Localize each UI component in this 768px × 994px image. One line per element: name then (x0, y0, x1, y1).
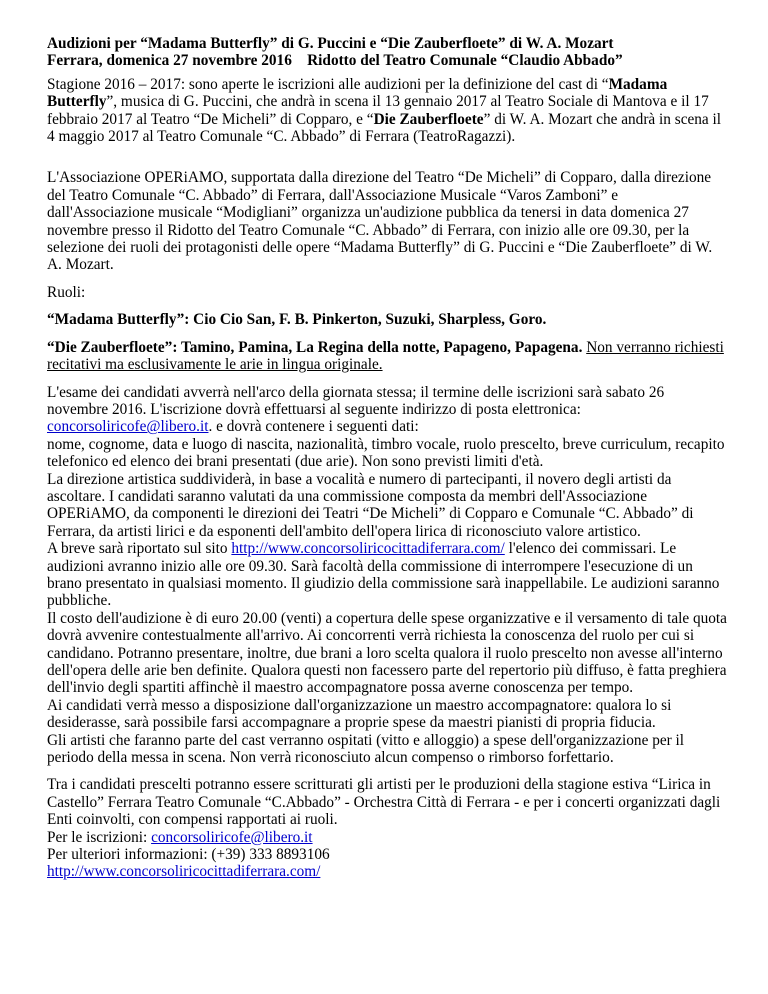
rules-text-5: Il costo dell'audizione è di euro 20.00 (venti) a copertura delle spese organizzative e il versamento di tale quota dovrà avvenire contestualmente all'arrivo. Ai concorrenti verrà richiesta la conoscenza del ruolo per cui si candidano. Potranno presentare, inoltre, due brani a loro scelta qualora il ruolo prescelto non avesse all'interno dell'opera delle arie ben definite. Qualora questi non facessero parte del repertorio più diffuso, è fatta preghiera dell'invio degli spartiti affinchè il maestro accompagnatore possa averne conoscenza per tempo. (47, 609, 727, 697)
email-link-1[interactable]: concorsoliricofe@libero.it (47, 418, 209, 436)
intro-text-3: ” di W. A. Mozart che andrà in scena il 4 maggio 2017 al Teatro Comunale “C. Abbado” di Ferrara (TeatroRagazzi). (47, 110, 722, 146)
rules-text-4b: l'elenco dei commissari. Le audizioni avranno inizio alle ore 09.30. Sarà facoltà della commissione di interrompere l'esecuzione di un brano presentato in qualsiasi momento. Il giudizio della commissione sarà inappellabile. Le audizioni saranno pubbliche. (47, 540, 720, 610)
intro-bold-butterfly: Madama Butterfly (47, 75, 668, 111)
document-body (47, 35, 727, 891)
document-title (47, 35, 727, 70)
roles-butterfly: “Madama Butterfly”: Cio Cio San, F. B. Pinkerton, Suzuki, Sharpless, Goro. (47, 311, 547, 329)
association-paragraph: L'Associazione OPERiAMO, supportata dalla direzione del Teatro “De Micheli” di Copparo, dalla direzione del Teatro Comunale “C. Abbado” di Ferrara, dall'Associazione Musicale “Varos Zamboni” e dall'Associazione musicale “Modigliani” organizza un'audizione pubblica da tenersi in data domenica 27 novembre presso il Ridotto del Teatro Comunale “C. Abbado” di Ferrara, con inizio alle ore 09.30, per la selezione dei ruoli dei protagonisti delle opere “Madama Butterfly” di G. Puccini e “Die Zauberfloete” di W. A. Mozart. (47, 169, 713, 274)
roles-heading: Ruoli: (47, 283, 86, 301)
closing-text: Tra i candidati prescelti potranno essere scritturati gli artisti per le produzioni della stagione estiva “Lirica in Castello” Ferrara Teatro Comunale “C.Abbado” - Orchestra Città di Ferrara - e per i concerti organizzati dagli Enti coinvolti, con compensi rapportati ai ruoli. (47, 776, 721, 829)
title-line-2: Ferrara, domenica 27 novembre 2016 Ridotto del Teatro Comunale “Claudio Abbado” (47, 52, 623, 70)
rules-text-7: Gli artisti che faranno parte del cast verranno ospitati (vitto e alloggio) a spese dell'organizzazione per il periodo della messa in scena. Non verrà riconosciuto alcun compenso o rimborso forfettario. (47, 731, 685, 767)
intro-text-2: ”, musica di G. Puccini, che andrà in scena il 13 gennaio 2017 al Teatro Sociale di Mantova e il 17 febbraio 2017 al Teatro “De Micheli” di Copparo, e “ (47, 93, 709, 128)
website-link-2[interactable]: http://www.concorsoliricocittadiferrara.com/ (47, 863, 321, 881)
rules-text-1: L'esame dei candidati avverrà nell'arco della giornata stessa; il termine delle iscrizioni sarà sabato 26 novembre 2016. L'iscrizione dovrà effettuarsi al seguente indirizzo di posta elettronica: (47, 383, 665, 418)
email-link-2[interactable]: concorsoliricofe@libero.it (151, 828, 313, 846)
roles-note: Non verranno richiesti recitativi ma esclusivamente le arie in lingua originale. (47, 338, 724, 374)
website-link-1[interactable]: http://www.concorsoliricocittadiferrara.com/ (231, 540, 505, 558)
roles-zauberfloete-paragraph (47, 339, 727, 374)
rules-text-1b: . e dovrà contenere i seguenti dati: (208, 418, 419, 436)
roles-zauberfloete: “Die Zauberfloete”: Tamino, Pamina, La Regina della notte, Papageno, Papagena. (47, 338, 583, 356)
info-phone: Per ulteriori informazioni: (+39) 333 8893106 (47, 846, 330, 864)
rules-text-2: nome, cognome, data e luogo di nascita, nazionalità, timbro vocale, ruolo prescelto, breve curriculum, recapito telefonico ed elenco dei brani presentati (due arie). Non sono previsti limiti d'età. (47, 435, 725, 471)
intro-bold-zauberfloete: Die Zauberfloete (373, 110, 484, 128)
intro-text-1: Stagione 2016 – 2017: sono aperte le iscrizioni alle audizioni per la definizione del cast di “ (47, 75, 609, 93)
closing-block (47, 776, 727, 880)
rules-block (47, 384, 727, 767)
title-line-1: Audizioni per “Madama Butterfly” di G. Puccini e “Die Zauberfloete” di W. A. Mozart (47, 35, 614, 52)
rules-text-6: Ai candidati verrà messo a disposizione dall'organizzazione un maestro accompagnatore: qualora lo si desiderasse, sarà possibile farsi accompagnare a proprie spese da maestri pianisti di propria fiducia. (47, 696, 672, 732)
intro-paragraph (47, 76, 727, 146)
rules-text-4a: A breve sarà riportato sul sito (47, 540, 232, 558)
register-label: Per le iscrizioni: (47, 828, 152, 846)
rules-text-3: La direzione artistica suddividerà, in base a vocalità e numero di partecipanti, il novero degli artisti da ascoltare. I candidati saranno valutati da una commissione composta da membri dell'Associazione OPERiAMO, da componenti le direzioni dei Teatri “De Micheli” di Copparo e Comunale “C. Abbado” di Ferrara, da artisti lirici e da esponenti dell'ambito dell'opera lirica di riconosciuto valore artistico. (47, 470, 694, 540)
